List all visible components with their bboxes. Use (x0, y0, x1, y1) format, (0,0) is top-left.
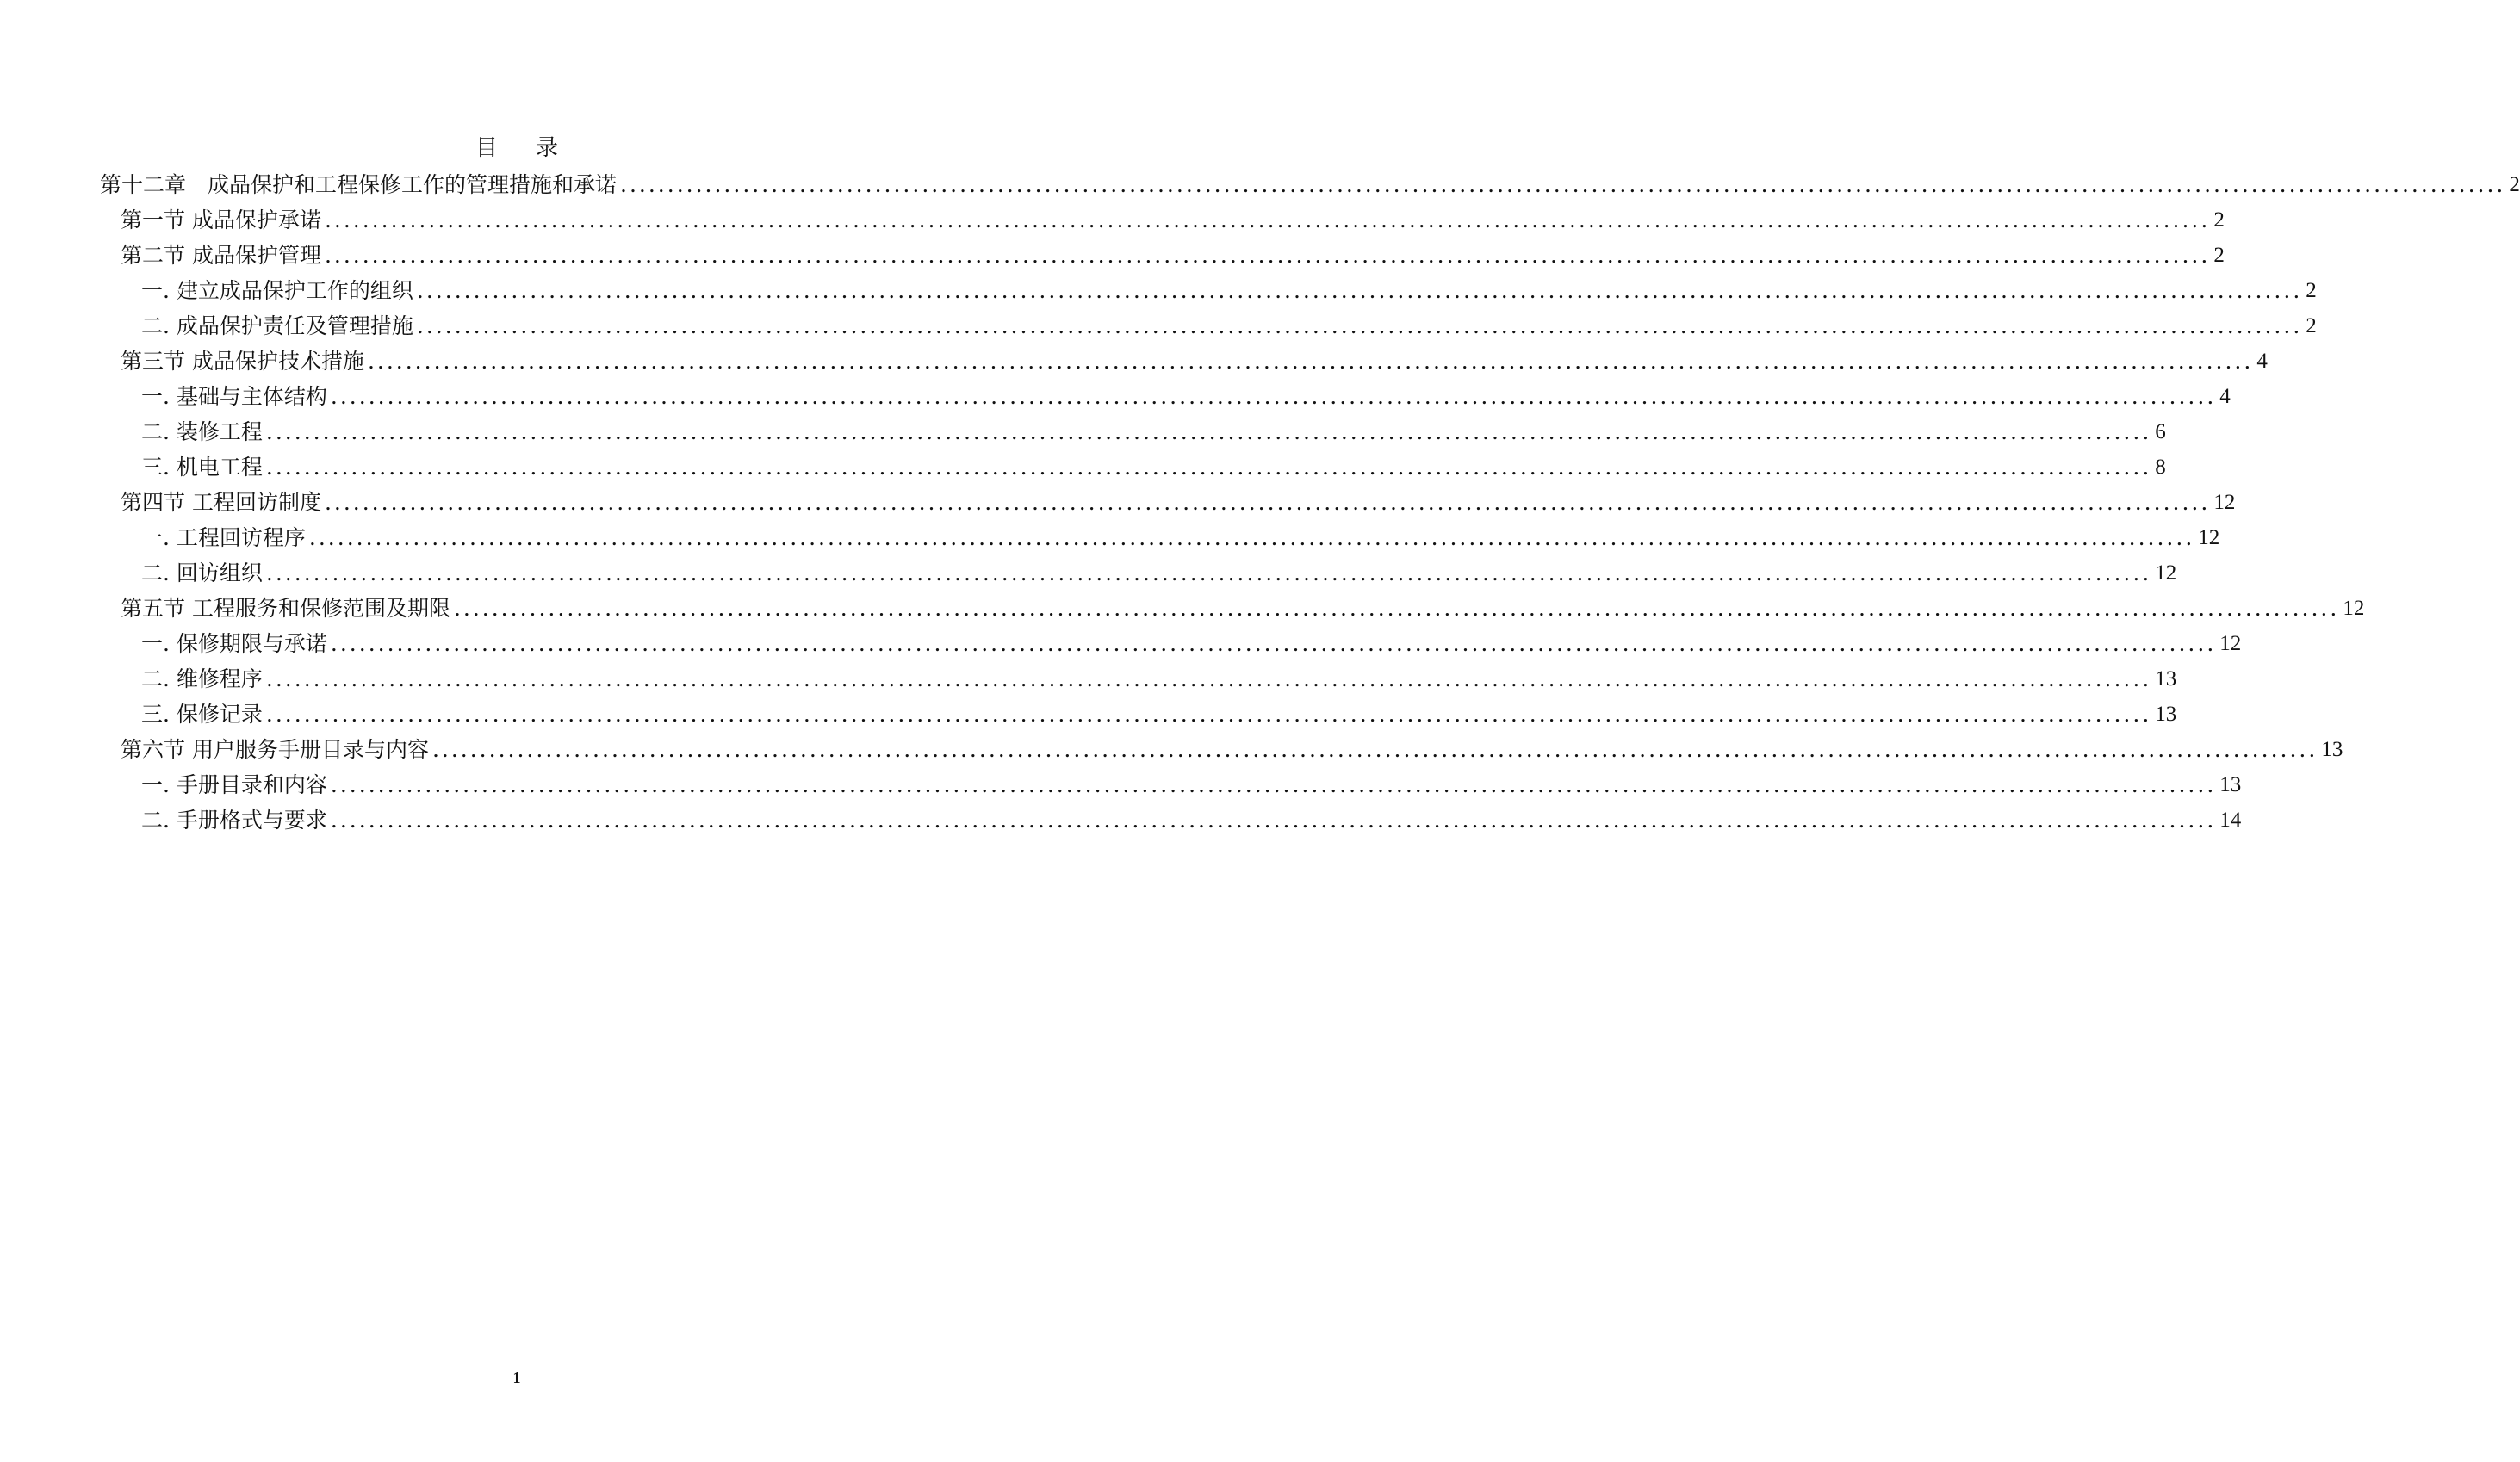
toc-entry-page: 2 (2213, 244, 2225, 267)
toc-entry-page: 13 (2321, 738, 2343, 761)
toc-entry-label: 一. 基础与主体结构 (141, 384, 327, 409)
toc-entry-page: 8 (2155, 455, 2166, 479)
toc-entry[interactable] (121, 480, 2236, 517)
toc-entry-label: 二. 维修程序 (141, 666, 263, 691)
toc-entry-page: 14 (2219, 808, 2242, 832)
toc-entry[interactable] (141, 762, 2242, 800)
toc-entry[interactable] (141, 656, 2177, 694)
toc-entry-page: 13 (2155, 667, 2177, 691)
toc-dot-leader: ........................................................................................................................................................................................................ (265, 666, 2152, 691)
toc-entry-label: 三. 机电工程 (141, 455, 263, 480)
toc-entry-page: 2 (2509, 173, 2520, 196)
toc-entry-page: 2 (2213, 208, 2225, 232)
toc-entry[interactable] (121, 338, 2268, 376)
toc-entry-label: 二. 手册格式与要求 (141, 808, 327, 833)
toc-entry-page: 12 (2219, 632, 2242, 655)
toc-entry-label: 二. 回访组织 (141, 561, 263, 585)
toc-dot-leader: ........................................................................................................................................................................................................ (265, 419, 2152, 444)
toc-dot-leader: ........................................................................................................................................................................................................ (265, 455, 2152, 480)
toc-entry[interactable] (141, 444, 2166, 482)
toc-dot-leader: ........................................................................................................................................................................................................ (308, 525, 2195, 550)
toc-dot-leader: ........................................................................................................................................................................................................ (416, 278, 2303, 303)
toc-entry-label: 第十二章 成品保护和工程保修工作的管理措施和承诺 (100, 172, 618, 197)
toc-entry-page: 13 (2155, 703, 2177, 726)
toc-entry-label: 一. 建立成品保护工作的组织 (141, 278, 413, 303)
toc-entry-page: 12 (2343, 597, 2365, 620)
toc-dot-leader: ........................................................................................................................................................................................................ (453, 596, 2340, 621)
toc-dot-leader: ........................................................................................................................................................................................................ (330, 772, 2217, 797)
toc-entry[interactable] (141, 797, 2242, 835)
toc-entry[interactable] (141, 515, 2220, 553)
toc-dot-leader: ........................................................................................................................................................................................................ (265, 561, 2152, 585)
toc-dot-leader: ........................................................................................................................................................................................................ (330, 631, 2217, 656)
toc-entry[interactable] (121, 727, 2343, 765)
toc-title-part1: 目 (475, 135, 498, 161)
toc-entry-label: 第六节 用户服务手册目录与内容 (121, 737, 429, 762)
toc-entry-label: 一. 工程回访程序 (141, 525, 306, 550)
toc-dot-leader: ........................................................................................................................................................................................................ (416, 313, 2303, 338)
toc-entry[interactable] (121, 197, 2225, 235)
toc-entry-page: 4 (2256, 350, 2268, 373)
toc-entry-page: 12 (2213, 491, 2236, 514)
toc-dot-leader: ........................................................................................................................................................................................................ (330, 808, 2217, 833)
toc-entry-label: 第三节 成品保护技术措施 (121, 349, 364, 374)
toc-dot-leader: ........................................................................................................................................................................................................ (324, 243, 2211, 268)
toc-dot-leader: ........................................................................................................................................................................................................ (330, 384, 2217, 409)
toc-entry-page: 13 (2219, 773, 2242, 796)
toc-entry-page: 2 (2306, 314, 2317, 338)
toc-dot-leader: ........................................................................................................................................................................................................ (324, 208, 2211, 232)
toc-entry[interactable] (121, 232, 2225, 270)
toc-dot-leader: ........................................................................................................................................................................................................ (620, 172, 2506, 197)
toc-entry[interactable] (121, 585, 2365, 623)
toc-entry-label: 第五节 工程服务和保修范围及期限 (121, 596, 450, 621)
toc-dot-leader: ........................................................................................................................................................................................................ (265, 702, 2152, 727)
toc-entry-label: 第一节 成品保护承诺 (121, 208, 321, 232)
toc-title (0, 131, 1033, 165)
toc-entry[interactable] (100, 162, 2520, 200)
toc-entry-page: 12 (2198, 526, 2220, 549)
toc-entry[interactable] (141, 303, 2317, 341)
toc-entry[interactable] (141, 409, 2166, 447)
toc-entry[interactable] (141, 691, 2177, 729)
toc-entry[interactable] (141, 550, 2177, 588)
toc-entry[interactable] (141, 268, 2317, 306)
page-number: 1 (512, 1369, 521, 1386)
toc-entry-label: 第四节 工程回访制度 (121, 490, 321, 515)
toc-dot-leader: ........................................................................................................................................................................................................ (324, 490, 2211, 515)
toc-dot-leader: ........................................................................................................................................................................................................ (367, 349, 2254, 374)
toc-entry-label: 二. 成品保护责任及管理措施 (141, 313, 413, 338)
toc-dot-leader: ........................................................................................................................................................................................................ (431, 737, 2318, 762)
toc-entry-page: 6 (2155, 420, 2166, 443)
toc-entry-label: 一. 保修期限与承诺 (141, 631, 327, 656)
toc-entry-label: 二. 装修工程 (141, 419, 263, 444)
toc-entry-label: 三. 保修记录 (141, 702, 263, 727)
toc-entry[interactable] (141, 621, 2242, 659)
toc-entry-label: 一. 手册目录和内容 (141, 772, 327, 797)
toc-entry-page: 4 (2219, 385, 2231, 408)
toc-entry[interactable] (141, 374, 2231, 412)
toc-entry-label: 第二节 成品保护管理 (121, 243, 321, 268)
toc-entry-page: 12 (2155, 561, 2177, 585)
toc-title-part2: 录 (536, 135, 559, 161)
toc-entry-page: 2 (2306, 279, 2317, 302)
